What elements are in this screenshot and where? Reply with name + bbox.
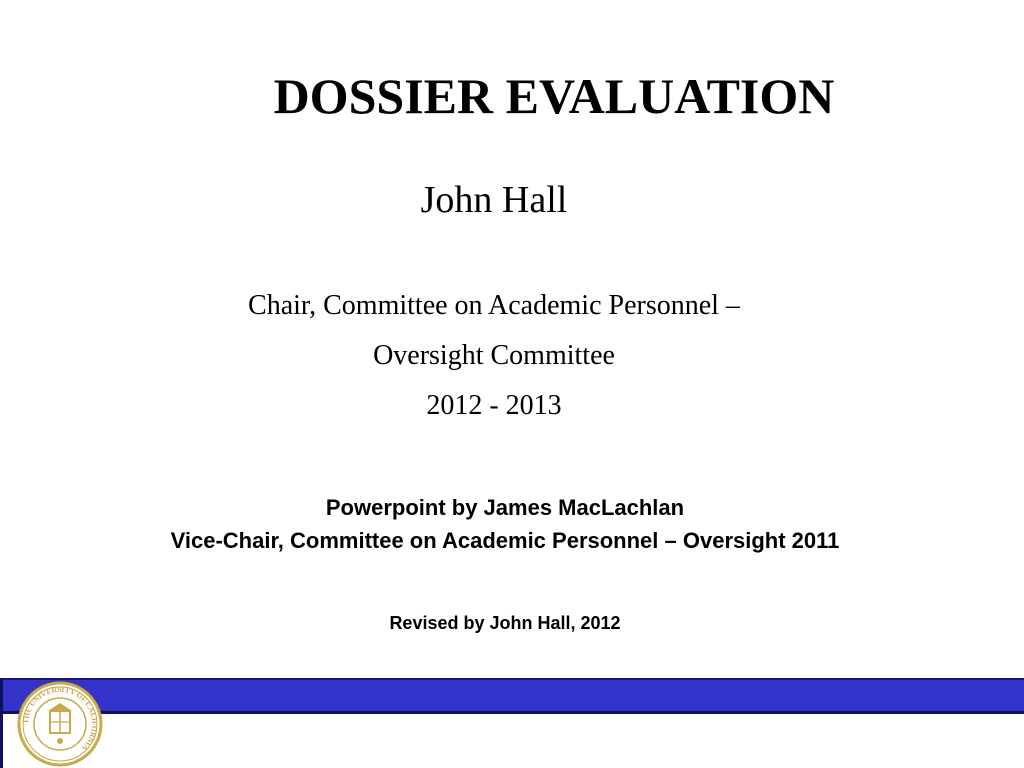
seal-lettering: THE UNIVERSITY OF CALIFORNIA bbox=[20, 684, 100, 753]
slide-title: DOSSIER EVALUATION bbox=[273, 68, 835, 124]
role-line-oversight: Oversight Committee bbox=[373, 340, 615, 371]
credit-role-line: Vice-Chair, Committee on Academic Personnel – Oversight 2011 bbox=[170, 528, 840, 553]
footer-band bbox=[0, 678, 1024, 714]
role-line-committee: Chair, Committee on Academic Personnel – bbox=[248, 290, 740, 321]
presenter-name: John Hall bbox=[420, 179, 568, 221]
university-seal-icon bbox=[15, 681, 105, 768]
role-line-years: 2012 - 2013 bbox=[426, 390, 562, 421]
credit-author-line: Powerpoint by James MacLachlan bbox=[325, 495, 685, 520]
credit-block bbox=[0, 491, 1010, 557]
presenter-role bbox=[0, 281, 988, 431]
footer-frame bbox=[0, 678, 3, 768]
revision-note: Revised by John Hall, 2012 bbox=[389, 613, 621, 633]
